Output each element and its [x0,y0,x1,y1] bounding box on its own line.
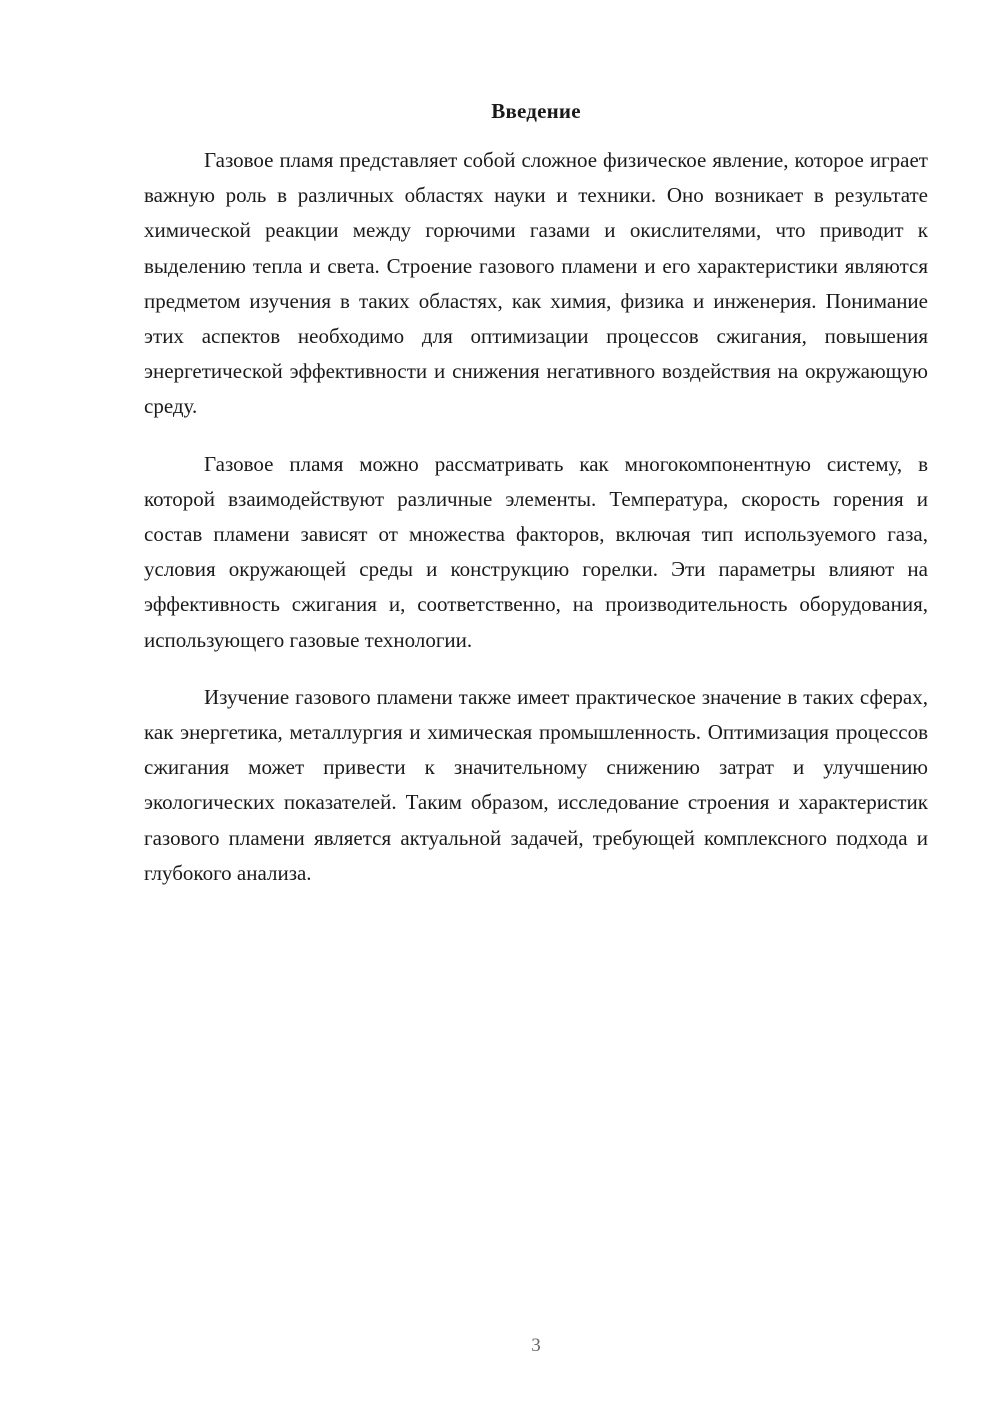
paragraph-2: Газовое пламя можно рассматривать как многокомпонентную систему, в которой взаимодействуют различные элементы. Температура, скорость горения и состав пламени зависят от множества факторов, включая тип используемого газа, условия окружающей среды и конструкцию горелки. Эти параметры влияют на эффективность сжигания и, соответственно, на производительность оборудования, использующего газовые технологии. [144,451,928,652]
section-heading: Введение [491,99,581,123]
paragraph-1: Газовое пламя представляет собой сложное физическое явление, которое играет важную роль в различных областях науки и техники. Оно возникает в результате химической реакции между горючими газами и окислителями, что приводит к выделению тепла и света. Строение газового пламени и его характеристики являются предметом изучения в таких областях, как химия, физика и инженерия. Понимание этих аспектов необходимо для оптимизации процессов сжигания, повышения энергетической эффективности и снижения негативного воздействия на окружающую среду. [144,148,928,419]
page-number: 3 [531,1335,541,1356]
paragraph-3: Изучение газового пламени также имеет практическое значение в таких сферах, как энергетика, металлургия и химическая промышленность. Оптимизация процессов сжигания может привести к значительному снижению затрат и улучшению экологических показателей. Таким образом, исследование строения и характеристик газового пламени является актуальной задачей, требующей комплексного подхода и глубокого анализа. [144,684,928,885]
body-text [144,143,928,891]
